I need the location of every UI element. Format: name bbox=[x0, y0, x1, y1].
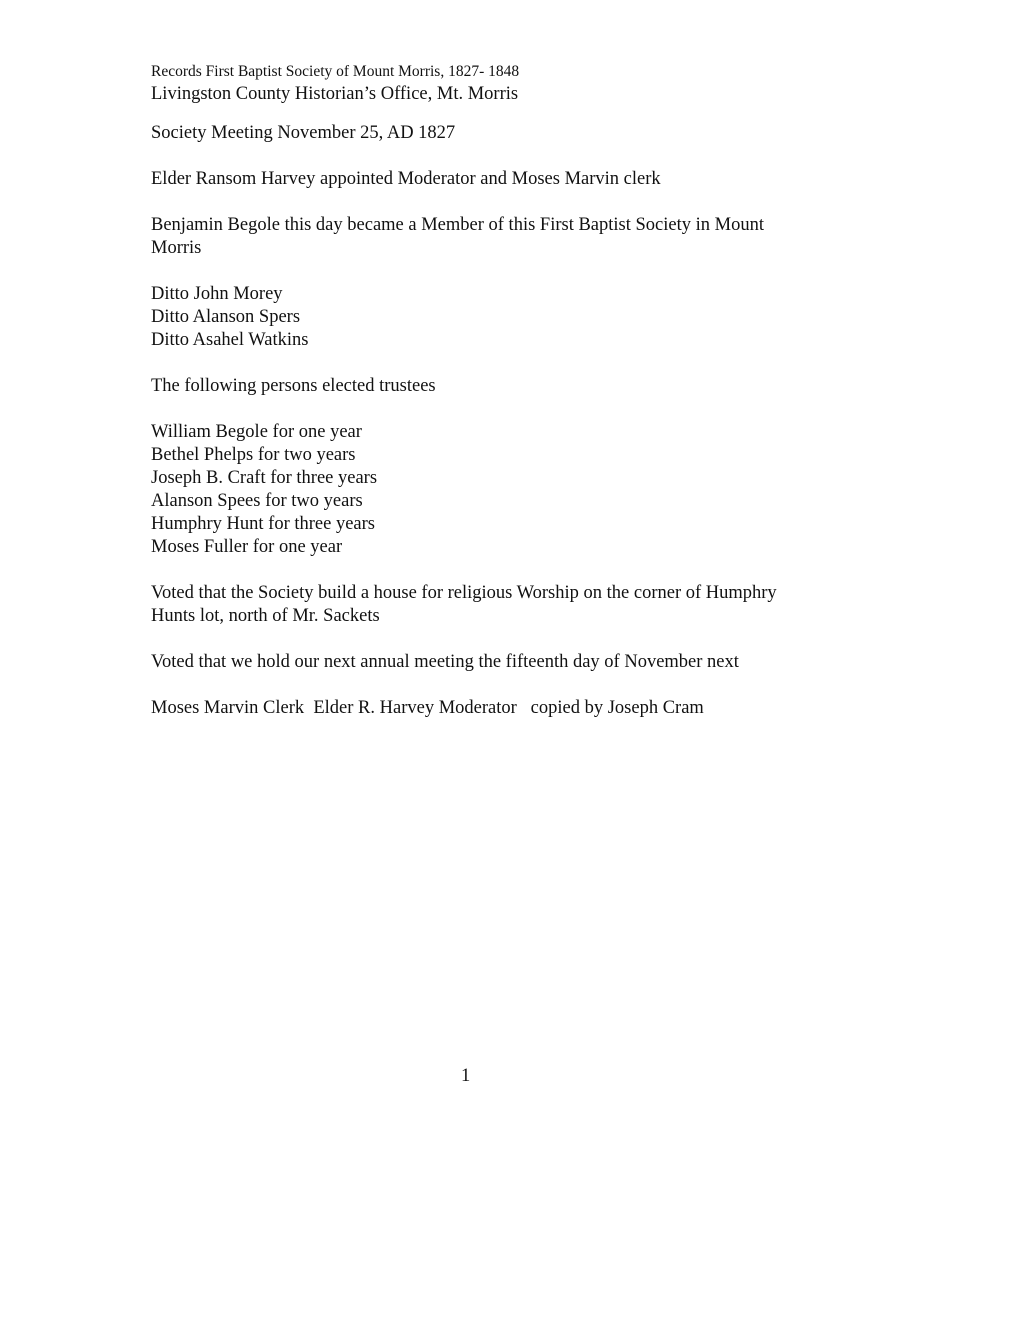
trustee-line: Moses Fuller for one year bbox=[151, 537, 343, 557]
ditto-line: Ditto John Morey bbox=[151, 284, 283, 304]
ditto-line: Ditto Asahel Watkins bbox=[151, 330, 309, 350]
records-title: Records First Baptist Society of Mount Morris, 1827- 1848 bbox=[151, 63, 520, 80]
trustees-intro: The following persons elected trustees bbox=[151, 376, 436, 396]
trustee-line: Bethel Phelps for two years bbox=[151, 445, 356, 465]
trustee-line: William Begole for one year bbox=[151, 422, 362, 442]
trustee-line: Humphry Hunt for three years bbox=[151, 514, 375, 534]
ditto-line: Ditto Alanson Spers bbox=[151, 307, 301, 327]
vote-meeting-line: Voted that we hold our next annual meeting the fifteenth day of November next bbox=[151, 652, 739, 672]
trustee-line: Alanson Spees for two years bbox=[151, 491, 363, 511]
page-number: 1 bbox=[461, 1066, 471, 1086]
membership-line-1: Benjamin Begole this day became a Member of this First Baptist Society in Mount bbox=[151, 215, 764, 235]
vote-house-line-2: Hunts lot, north of Mr. Sackets bbox=[151, 606, 380, 626]
membership-line-2: Morris bbox=[151, 238, 202, 258]
trustee-line: Joseph B. Craft for three years bbox=[151, 468, 378, 488]
meeting-title: Society Meeting November 25, AD 1827 bbox=[151, 123, 456, 143]
vote-house-line-1: Voted that the Society build a house for religious Worship on the corner of Humphry bbox=[151, 583, 777, 603]
moderator-line: Elder Ransom Harvey appointed Moderator and Moses Marvin clerk bbox=[151, 169, 661, 189]
office-line: Livingston County Historian’s Office, Mt. Morris bbox=[151, 84, 519, 104]
signature-line: Moses Marvin Clerk Elder R. Harvey Moderator copied by Joseph Cram bbox=[151, 698, 704, 718]
